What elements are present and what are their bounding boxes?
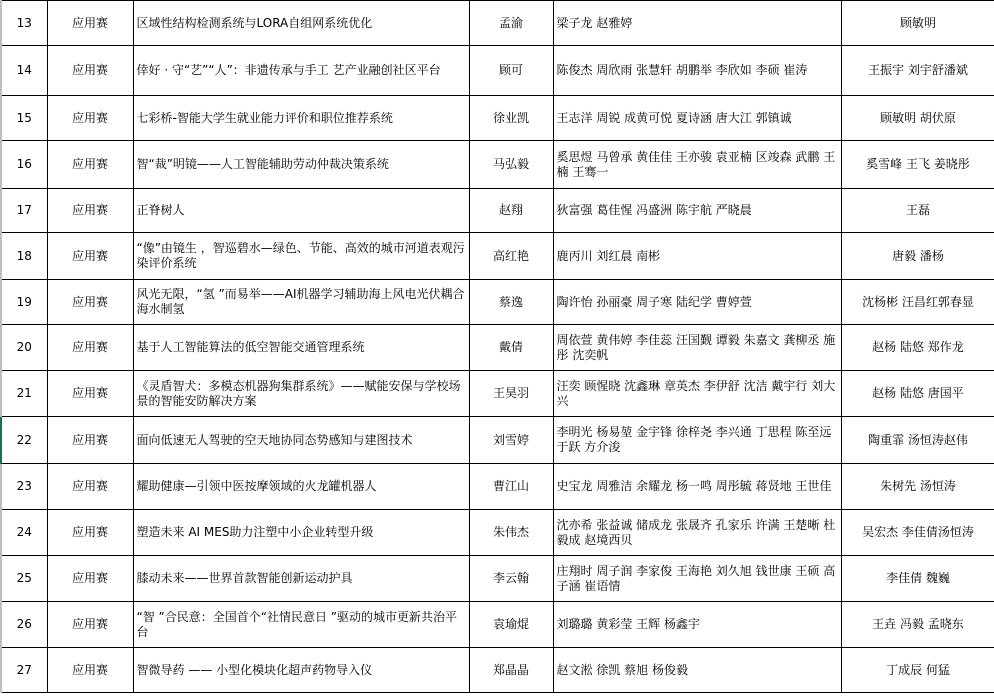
row-number[interactable]: 25: [1, 556, 47, 602]
members-cell[interactable]: 庄翔时 周子润 李家俊 王海艳 刘久旭 钱世康 王硕 高子涵 崔语情: [553, 556, 841, 602]
members-cell[interactable]: 周依萱 黄伟婷 李佳蕊 汪国觐 谭毅 朱嘉文 龚柳丞 施彤 沈奕帆: [553, 325, 841, 371]
project-name-cell[interactable]: 耀助健康—引领中医按摩领域的火龙罐机器人: [133, 464, 469, 510]
competition-type-cell[interactable]: 应用赛: [47, 141, 133, 189]
table-row: [1, 556, 994, 602]
advisor-cell[interactable]: 赵杨 陆悠 郑作龙: [841, 325, 994, 371]
competition-type-cell[interactable]: 应用赛: [47, 46, 133, 96]
competition-type-cell[interactable]: 应用赛: [47, 556, 133, 602]
competition-type-cell[interactable]: 应用赛: [47, 510, 133, 556]
leader-cell[interactable]: 高红艳: [469, 233, 553, 280]
advisor-cell[interactable]: 陶重霏 汤恒涛赵伟: [841, 417, 994, 464]
competition-type-cell[interactable]: 应用赛: [47, 233, 133, 280]
leader-cell[interactable]: 王昊羽: [469, 371, 553, 417]
competition-type-cell[interactable]: 应用赛: [47, 189, 133, 233]
project-name-cell[interactable]: 基于人工智能算法的低空智能交通管理系统: [133, 325, 469, 371]
leader-cell[interactable]: 朱伟杰: [469, 510, 553, 556]
row-number[interactable]: 20: [1, 325, 47, 371]
advisor-cell[interactable]: 李佳倩 魏巍: [841, 556, 994, 602]
competition-type-cell[interactable]: 应用赛: [47, 464, 133, 510]
members-cell[interactable]: 沈亦希 张益诚 储成龙 张晟齐 孔家乐 许满 王楚晰 杜毅成 赵境西贝: [553, 510, 841, 556]
leader-cell[interactable]: 戴倩: [469, 325, 553, 371]
table-row: [1, 510, 994, 556]
advisor-cell[interactable]: 沈杨彬 汪昌红郭春显: [841, 280, 994, 325]
leader-cell[interactable]: 袁瑜焜: [469, 602, 553, 648]
competition-type-cell[interactable]: 应用赛: [47, 602, 133, 648]
project-name-cell[interactable]: 塑造未来 AI MES助力注塑中小企业转型升级: [133, 510, 469, 556]
project-name-cell[interactable]: 面向低速无人驾驶的空天地协同态势感知与建图技术: [133, 417, 469, 464]
row-number[interactable]: 17: [1, 189, 47, 233]
row-number[interactable]: 24: [1, 510, 47, 556]
advisor-cell[interactable]: 唐毅 潘杨: [841, 233, 994, 280]
table-row: [1, 233, 994, 280]
members-cell[interactable]: 奚思煜 马曾承 黄佳佳 王亦骏 袁亚楠 区竣森 武鹏 王楠 王骞一: [553, 141, 841, 189]
project-name-cell[interactable]: 智微导药 —— 小型化模块化超声药物导入仪: [133, 648, 469, 693]
advisor-cell[interactable]: 奚雪峰 王飞 姜晓彤: [841, 141, 994, 189]
advisor-cell[interactable]: 朱树先 汤恒涛: [841, 464, 994, 510]
row-number[interactable]: 14: [1, 46, 47, 96]
competition-type-cell[interactable]: 应用赛: [47, 280, 133, 325]
table-row: [1, 1, 994, 46]
advisor-cell[interactable]: 顾敏明: [841, 1, 994, 46]
members-cell[interactable]: 梁子龙 赵雅婷: [553, 1, 841, 46]
table-row: [1, 417, 994, 464]
members-cell[interactable]: 鹿丙川 刘红晨 南彬: [553, 233, 841, 280]
advisor-cell[interactable]: 丁成辰 何猛: [841, 648, 994, 693]
row-number[interactable]: 23: [1, 464, 47, 510]
project-name-cell[interactable]: 智“裁”明镜——人工智能辅助劳动仲裁决策系统: [133, 141, 469, 189]
project-name-cell[interactable]: 正脊树人: [133, 189, 469, 233]
table-row: [1, 371, 994, 417]
table-row: [1, 96, 994, 141]
competition-type-cell[interactable]: 应用赛: [47, 417, 133, 464]
project-name-cell[interactable]: 区域性结构检测系统与LORA自组网系统优化: [133, 1, 469, 46]
row-number[interactable]: 13: [1, 1, 47, 46]
project-name-cell[interactable]: 七彩桥-智能大学生就业能力评价和职位推荐系统: [133, 96, 469, 141]
members-cell[interactable]: 赵文淞 徐凯 蔡旭 杨俊毅: [553, 648, 841, 693]
table-row: [1, 464, 994, 510]
project-name-cell[interactable]: “智 ”合民意：全国首个“社情民意日 ”驱动的城市更新共治平台: [133, 602, 469, 648]
competition-type-cell[interactable]: 应用赛: [47, 371, 133, 417]
row-number[interactable]: 16: [1, 141, 47, 189]
table-row: [1, 46, 994, 96]
leader-cell[interactable]: 赵翔: [469, 189, 553, 233]
advisor-cell[interactable]: 王振宇 刘宇舒潘斌: [841, 46, 994, 96]
row-number[interactable]: 18: [1, 233, 47, 280]
project-name-cell[interactable]: 倖好 · 守“艺”“人”：非遗传承与手工 艺产业融创社区平台: [133, 46, 469, 96]
leader-cell[interactable]: 孟渝: [469, 1, 553, 46]
table-row: [1, 648, 994, 693]
leader-cell[interactable]: 徐业凯: [469, 96, 553, 141]
competition-type-cell[interactable]: 应用赛: [47, 1, 133, 46]
members-cell[interactable]: 王志洋 周锐 成黄可悦 夏诗涵 唐大江 郭镇诚: [553, 96, 841, 141]
leader-cell[interactable]: 李云翰: [469, 556, 553, 602]
members-cell[interactable]: 汪奕 顾惺晓 沈鑫琳 章英杰 李伊舒 沈洁 戴宇行 刘大兴: [553, 371, 841, 417]
project-name-cell[interactable]: 风光无限，“氢 ”而易举——AI机器学习辅助海上风电光伏耦合海水制氢: [133, 280, 469, 325]
members-cell[interactable]: 刘璐璐 黄彩莹 王辉 杨鑫宇: [553, 602, 841, 648]
leader-cell[interactable]: 蔡逸: [469, 280, 553, 325]
members-cell[interactable]: 史宝龙 周雅洁 余耀龙 杨一鸣 周彤毓 蒋贤地 王世佳: [553, 464, 841, 510]
row-number[interactable]: 19: [1, 280, 47, 325]
members-cell[interactable]: 狄富强 葛佳惺 冯盛洲 陈宇航 严晓晨: [553, 189, 841, 233]
row-number[interactable]: 27: [1, 648, 47, 693]
advisor-cell[interactable]: 赵杨 陆悠 唐国平: [841, 371, 994, 417]
competition-type-cell[interactable]: 应用赛: [47, 648, 133, 693]
advisor-cell[interactable]: 王磊: [841, 189, 994, 233]
competition-type-cell[interactable]: 应用赛: [47, 96, 133, 141]
advisor-cell[interactable]: 吴宏杰 李佳倩汤恒涛: [841, 510, 994, 556]
leader-cell[interactable]: 马弘毅: [469, 141, 553, 189]
row-number[interactable]: 15: [1, 96, 47, 141]
table-row: [1, 602, 994, 648]
table-row: [1, 325, 994, 371]
leader-cell[interactable]: 郑晶晶: [469, 648, 553, 693]
leader-cell[interactable]: 曹江山: [469, 464, 553, 510]
members-cell[interactable]: 陶许怡 孙丽豪 周子寒 陆纪学 曹婷萱: [553, 280, 841, 325]
advisor-cell[interactable]: 王垚 冯毅 孟晓东: [841, 602, 994, 648]
project-name-cell[interactable]: 《灵盾智犬：多模态机器狗集群系统》——赋能安保与学校场景的智能安防解决方案: [133, 371, 469, 417]
leader-cell[interactable]: 刘雪婷: [469, 417, 553, 464]
project-name-cell[interactable]: 膝动未来——世界首款智能创新运动护具: [133, 556, 469, 602]
project-name-cell[interactable]: “像”由镜生 ，智巡碧水—绿色、节能、高效的城市河道表观污染评价系统: [133, 233, 469, 280]
advisor-cell[interactable]: 顾敏明 胡伏原: [841, 96, 994, 141]
table-row: [1, 280, 994, 325]
members-cell[interactable]: 陈俊杰 周欣雨 张慧轩 胡鹏举 李欣如 李硕 崔涛: [553, 46, 841, 96]
leader-cell[interactable]: 顾可: [469, 46, 553, 96]
members-cell[interactable]: 李明光 杨易堃 金宇锋 徐梓尧 李兴通 丁思程 陈至远 于跃 方介浚: [553, 417, 841, 464]
row-number[interactable]: 21: [1, 371, 47, 417]
row-number[interactable]: 22: [1, 417, 47, 464]
competition-type-cell[interactable]: 应用赛: [47, 325, 133, 371]
table-row: [1, 189, 994, 233]
row-number[interactable]: 26: [1, 602, 47, 648]
table-row: [1, 141, 994, 189]
